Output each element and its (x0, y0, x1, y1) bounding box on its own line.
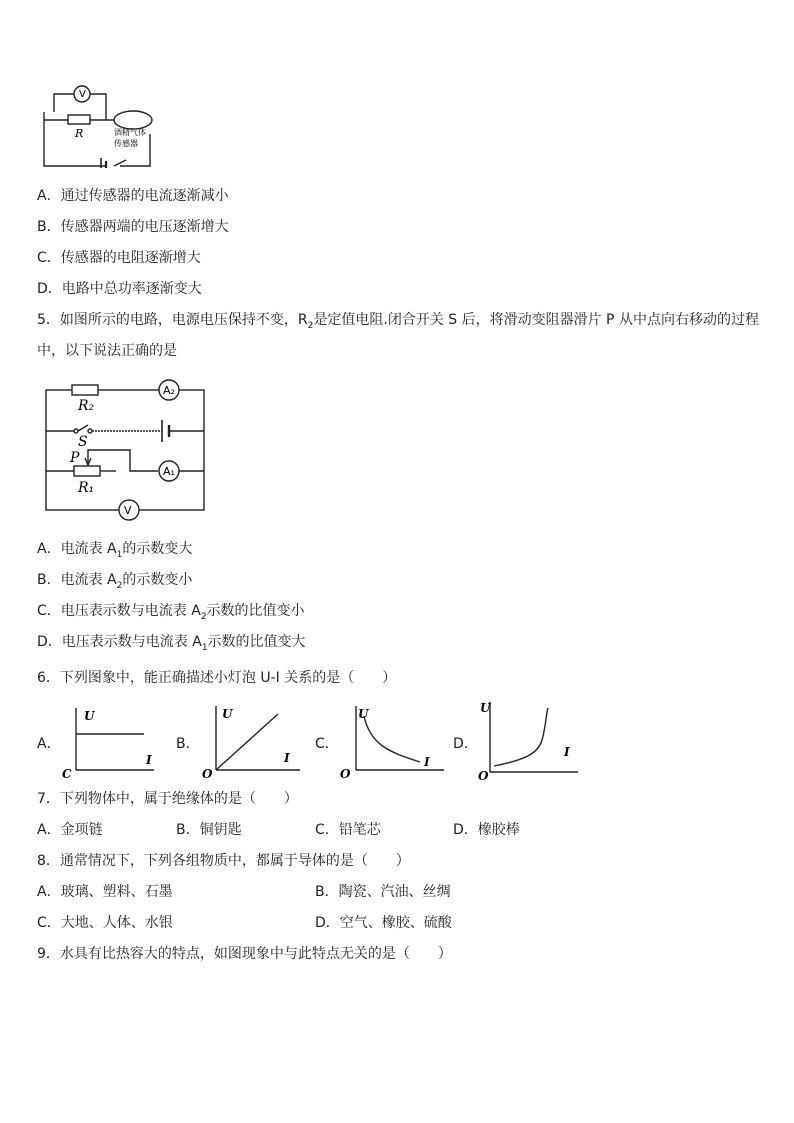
q4-resistor-label: R (75, 127, 84, 140)
q6-stem: 6．下列图象中，能正确描述小灯泡 U-I 关系的是（ ） (37, 670, 397, 686)
q7-stem: 7．下列物体中，属于绝缘体的是（ ） (37, 791, 298, 807)
q4-circuit-figure (38, 82, 168, 168)
q4-option-a: A．通过传感器的电流逐渐减小 (37, 188, 229, 204)
q5-voltmeter-label: V (124, 504, 132, 517)
q5-ammeter-a2-label: A₂ (163, 384, 175, 397)
q5-r1-label: R₁ (78, 480, 95, 496)
q6-graph-b-origin: O (202, 767, 213, 780)
q6-graph-c-origin: O (340, 767, 351, 780)
q4-sensor-label-1: 酒精气体 (114, 128, 146, 137)
q6-graph-a-i: I (146, 753, 152, 767)
q5-stem-line-1: 5．如图所示的电路，电源电压保持不变，$R_2$是定值电阻.闭合开关 S 后，将滑动变阻器滑片 P 从中点向右移动的过程 (37, 312, 759, 331)
q5-slider-p-label: P (70, 450, 80, 466)
q9-stem: 9．水具有比热容大的特点，如图现象中与此特点无关的是（ ） (37, 946, 452, 962)
q7-option-d: D．橡胶棒 (453, 822, 520, 838)
q6-graph-c (338, 704, 446, 780)
q6-graph-a-origin: C (62, 767, 72, 780)
q5-ammeter-a1-label: A₁ (163, 465, 175, 478)
q4-sensor-label-2: 传感器 (114, 139, 138, 148)
q8-option-d: D．空气、橡胶、硫酸 (315, 915, 452, 931)
q6-graph-d-i: I (564, 745, 570, 759)
q6-graph-b-i: I (284, 751, 290, 765)
q8-option-b: B．陶瓷、汽油、丝绸 (315, 884, 451, 900)
q5-switch-s-label: S (78, 434, 88, 450)
q6-graph-c-letter: C． (315, 736, 339, 752)
q6-graph-d-origin: O (478, 769, 489, 782)
q5-r2-label: R₂ (78, 398, 95, 414)
q6-graph-d (476, 700, 580, 782)
q6-graph-c-i: I (424, 755, 430, 769)
q6-graph-d-letter: D． (453, 736, 478, 752)
q8-stem: 8．通常情况下，下列各组物质中，都属于导体的是（ ） (37, 853, 410, 869)
q4-option-d: D．电路中总功率逐渐变大 (37, 281, 202, 297)
q7-option-a: A．金项链 (37, 822, 103, 838)
q5-circuit-figure (38, 376, 210, 526)
q5-option-d: D．电压表示数与电流表 $A_1$示数的比值变大 (37, 634, 306, 653)
q5-option-b: B．电流表 $A_2$的示数变小 (37, 572, 193, 591)
q7-option-b: B．铜钥匙 (176, 822, 242, 838)
q5-option-c: C．电压表示数与电流表 $A_2$示数的比值变小 (37, 603, 305, 622)
q6-graph-b-u: U (222, 707, 233, 721)
q4-option-b: B．传感器两端的电压逐渐增大 (37, 219, 229, 235)
q6-graph-d-u: U (480, 701, 491, 715)
q8-option-c: C．大地、人体、水银 (37, 915, 173, 931)
q6-graph-a (58, 704, 158, 780)
q4-option-c: C．传感器的电阻逐渐增大 (37, 250, 201, 266)
q7-option-c: C．铅笔芯 (315, 822, 381, 838)
q6-graph-c-u: U (358, 707, 369, 721)
q6-graph-a-letter: A． (37, 736, 61, 752)
q8-option-a: A．玻璃、塑料、石墨 (37, 884, 173, 900)
q5-option-a: A．电流表 $A_1$的示数变大 (37, 541, 193, 560)
q5-stem-line-2: 中，以下说法正确的是 (37, 343, 177, 359)
q6-graph-b-letter: B． (176, 736, 200, 752)
q6-graph-b (198, 704, 302, 780)
q4-voltmeter-label: V (79, 89, 86, 100)
q6-graph-a-u: U (84, 709, 95, 723)
